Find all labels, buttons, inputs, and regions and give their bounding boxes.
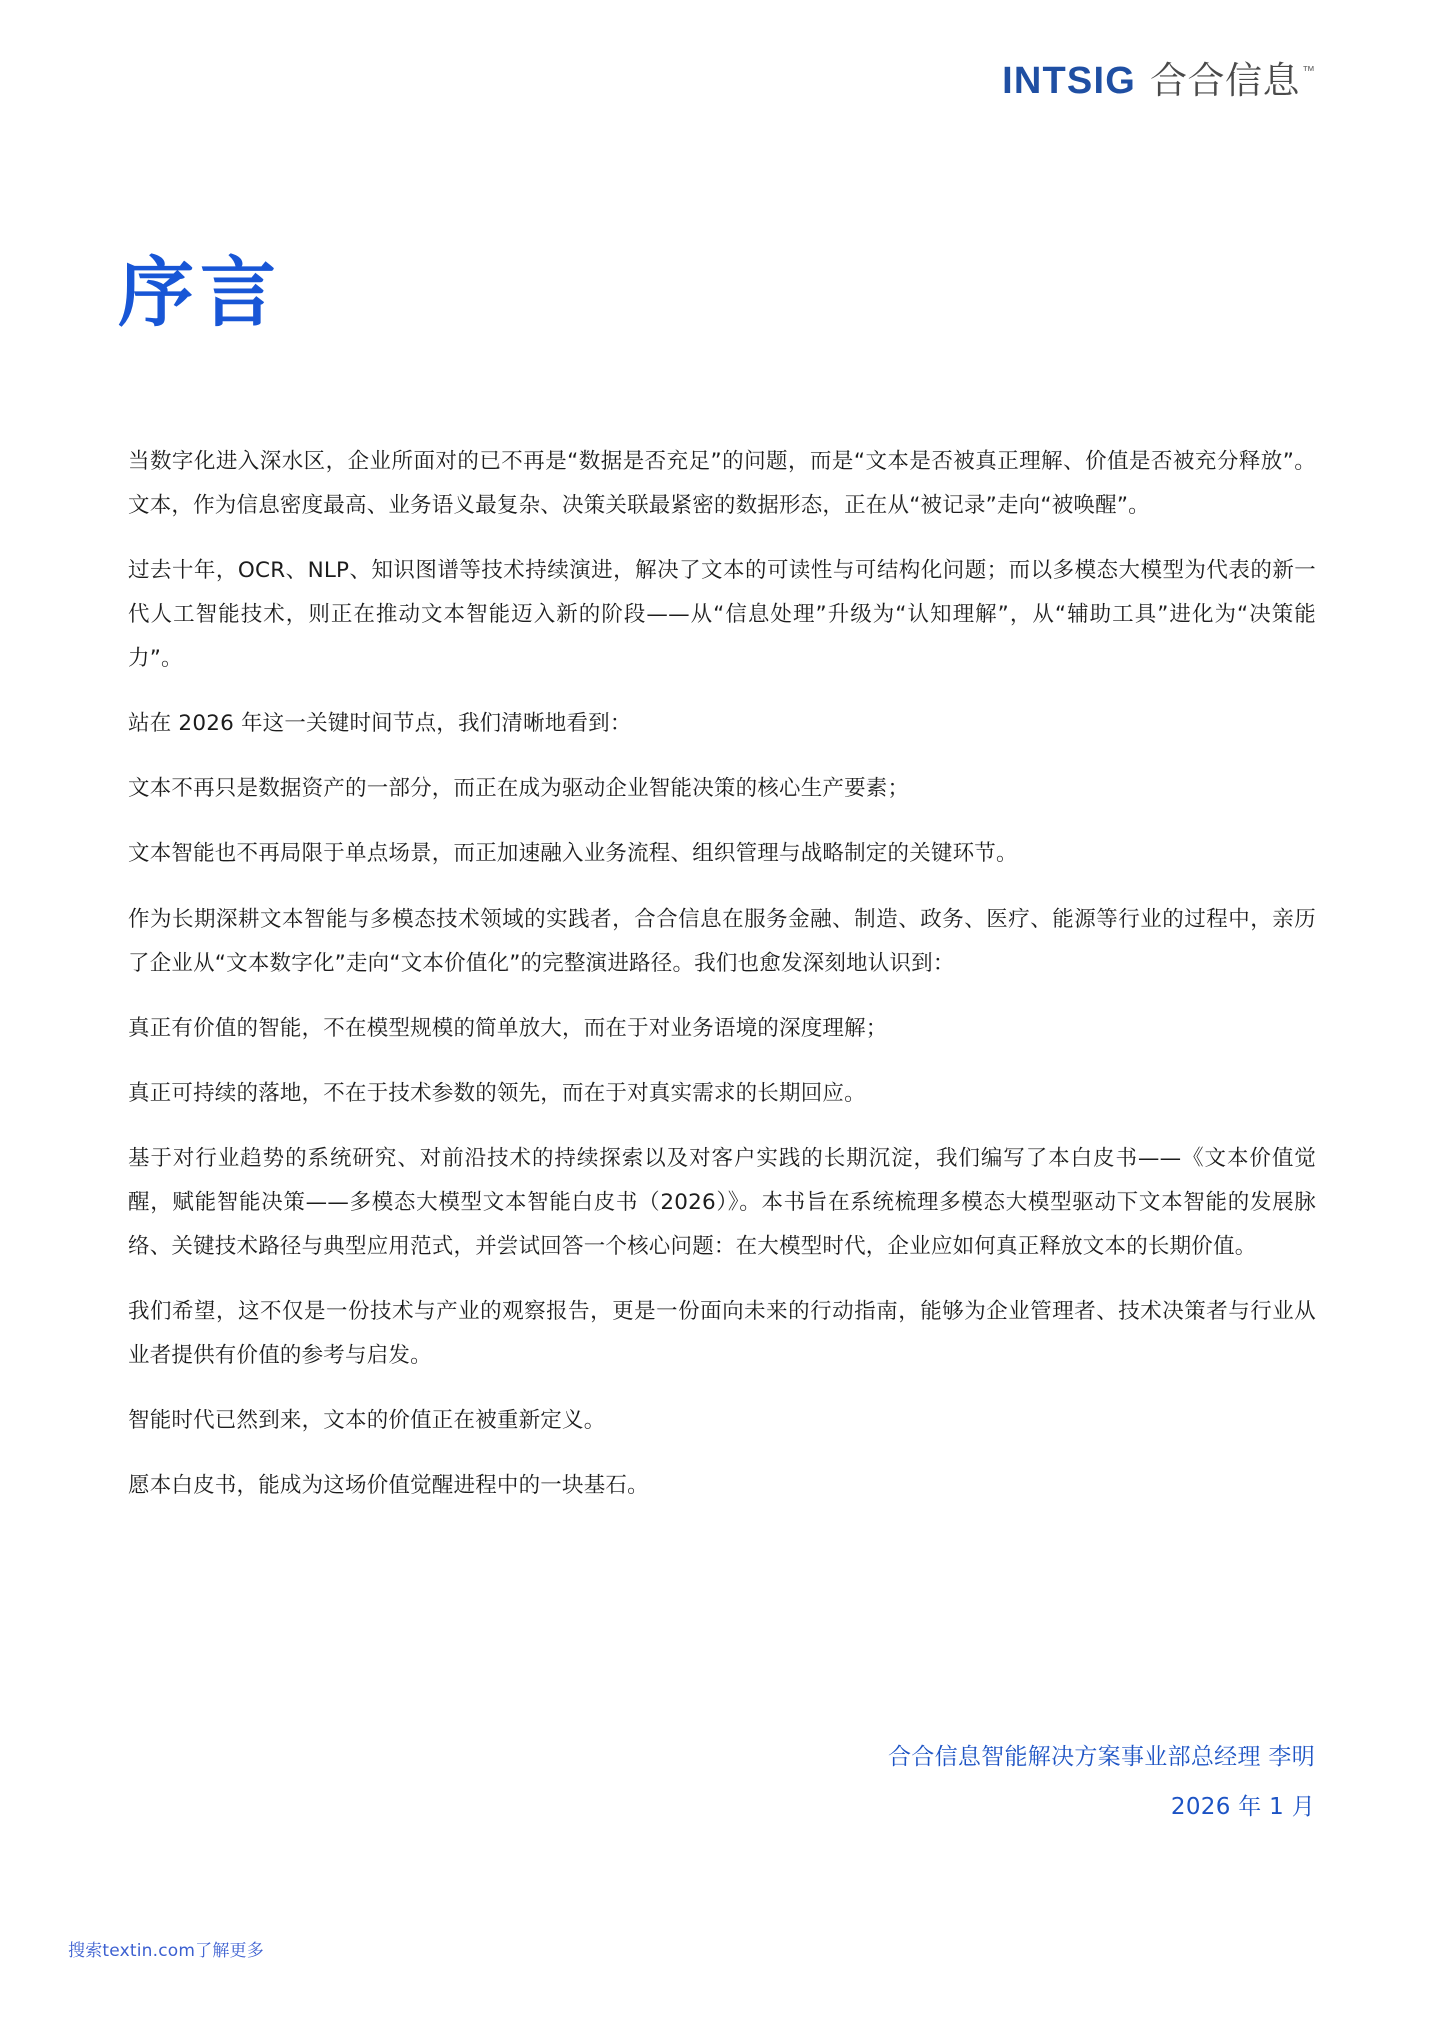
paragraph: 过去十年，OCR、NLP、知识图谱等技术持续演进，解决了文本的可读性与可结构化问题；而以多模态大模型为代表的新一代人工智能技术，则正在推动文本智能迈入新的阶段——从“信息处理”升级为“认知理解”，从“辅助工具”进化为“决策能力”。 [128,558,1316,672]
intsig-logo [1002,59,1315,102]
paragraph: 站在 2026 年这一关键时间节点，我们清晰地看到： [128,711,632,737]
brand-latin-wordmark: INTSIG [1002,60,1136,102]
paragraph: 文本智能也不再局限于单点场景，而正加速融入业务流程、组织管理与战略制定的关键环节。 [128,841,1018,867]
paragraph: 真正可持续的落地，不在于技术参数的领先，而在于对真实需求的长期回应。 [128,1080,866,1106]
paragraph: 文本不再只是数据资产的一部分，而正在成为驱动企业智能决策的核心生产要素； [128,776,910,802]
paragraph: 作为长期深耕文本智能与多模态技术领域的实践者，合合信息在服务金融、制造、政务、医疗、能源等行业的过程中，亲历了企业从“文本数字化”走向“文本价值化”的完整演进路径。我们也愈发深刻地认识到： [128,906,1316,976]
signature-author: 合合信息智能解决方案事业部总经理 李明 [887,1744,1315,1770]
page-title: 序言 [118,247,282,337]
paragraph: 我们希望，这不仅是一份技术与产业的观察报告，更是一份面向未来的行动指南，能够为企业管理者、技术决策者与行业从业者提供有价值的参考与启发。 [128,1298,1316,1368]
preface-body [128,440,1316,1508]
signature-date: 2026 年 1 月 [1170,1793,1315,1820]
brand-chinese-wordmark: 合合信息 [1150,59,1300,102]
brand-chinese-wrap [1150,59,1315,102]
signature-block [888,1736,1315,1829]
footer-promo-note[interactable]: 搜索textin.com了解更多 [68,1941,264,1961]
paragraph: 当数字化进入深水区，企业所面对的已不再是“数据是否充足”的问题，而是“文本是否被真正理解、价值是否被充分释放”。文本，作为信息密度最高、业务语义最复杂、决策关联最紧密的数据形态，正在从“被记录”走向“被唤醒”。 [128,449,1316,519]
paragraph: 基于对行业趋势的系统研究、对前沿技术的持续探索以及对客户实践的长期沉淀，我们编写了本白皮书——《文本价值觉醒，赋能智能决策——多模态大模型文本智能白皮书（2026）》。本书旨在系统梳理多模态大模型驱动下文本智能的发展脉络、关键技术路径与典型应用范式，并尝试回答一个核心问题：在大模型时代，企业应如何真正释放文本的长期价值。 [128,1145,1316,1259]
paragraph: 真正有价值的智能，不在模型规模的简单放大，而在于对业务语境的深度理解； [128,1015,888,1041]
paragraph: 智能时代已然到来，文本的价值正在被重新定义。 [128,1408,606,1434]
paragraph: 愿本白皮书，能成为这场价值觉醒进程中的一块基石。 [128,1473,649,1499]
trademark-icon: ™ [1302,63,1315,78]
